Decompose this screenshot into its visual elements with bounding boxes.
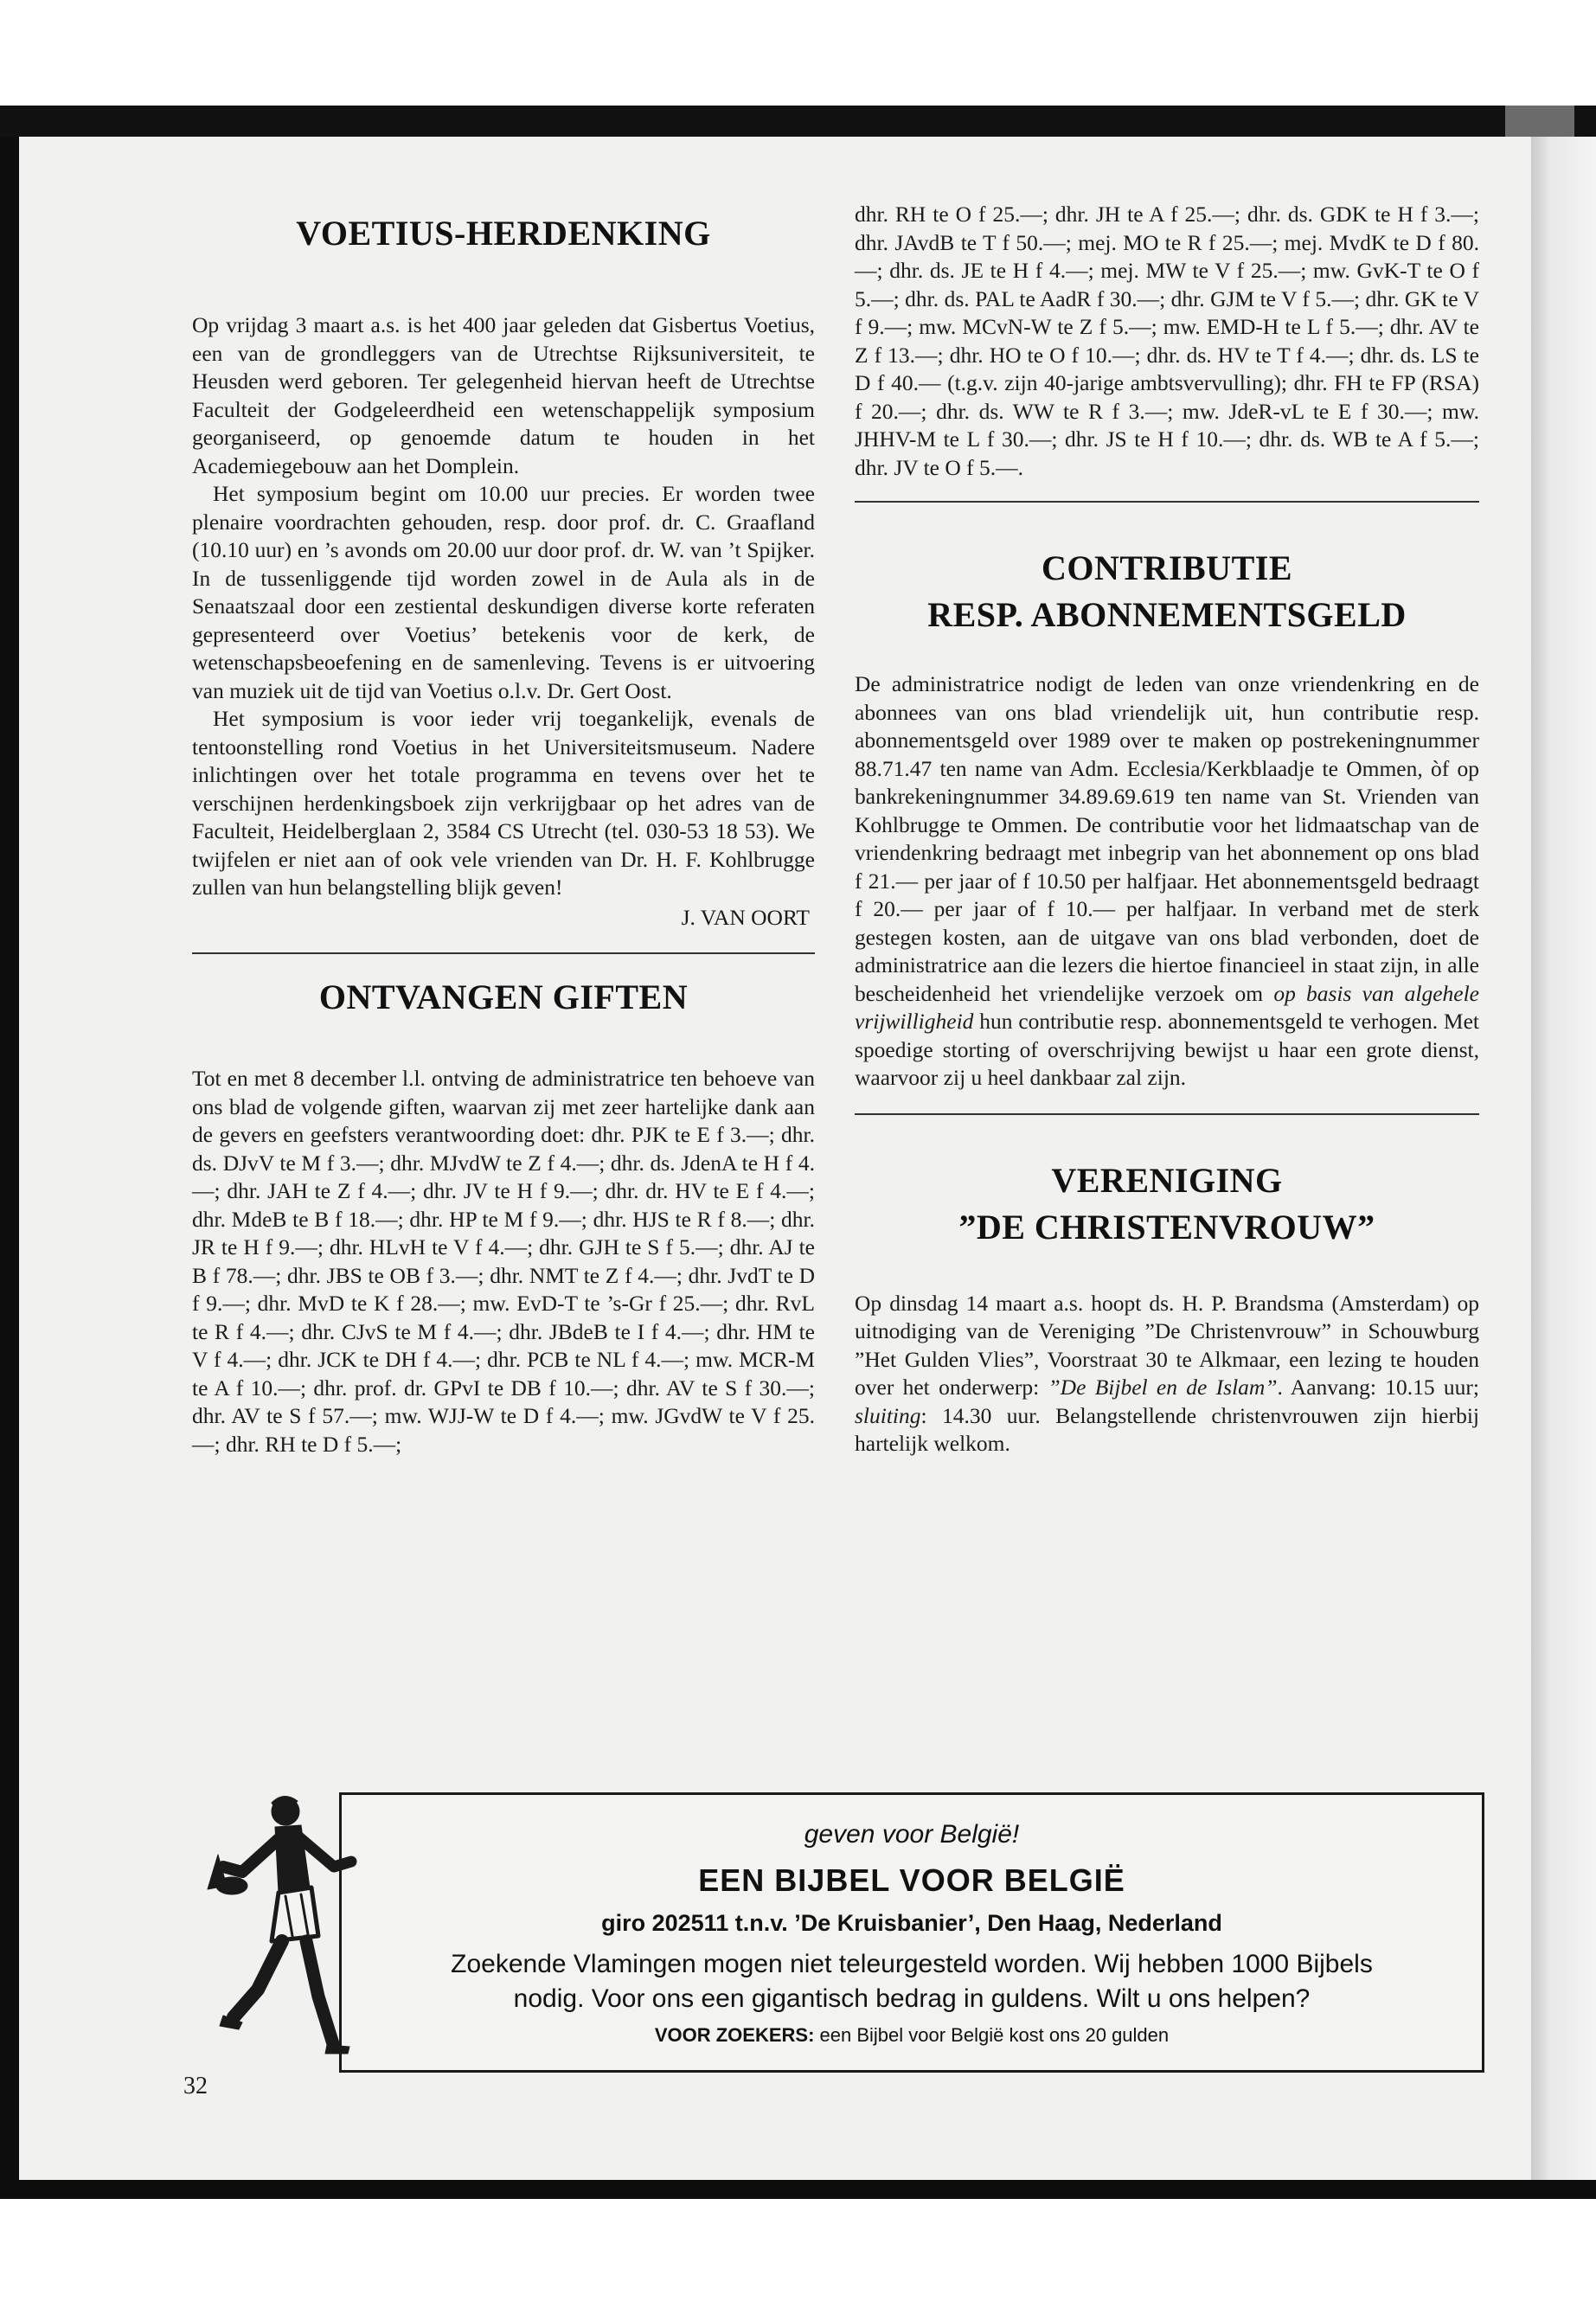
ad-footer bbox=[342, 2023, 1482, 2048]
contributie-emphasis: op basis van algehele vrijwilligheid bbox=[855, 980, 1480, 1034]
ad-footer-text: een Bijbel voor België kost ons 20 gulden bbox=[814, 2024, 1170, 2046]
voetius-paragraph-2: Het symposium begint om 10.00 uur precies. Er worden twee plenaire voordrachten gehouden, resp. door prof. dr. C. Graafland (10.10 uur) en ’s avonds om 20.00 uur door prof. dr. W. van ’t Spijker. In de tussenliggende tijd worden zowel in de Aula als in de Senaatszaal door een zestiental deskundigen diverse korte referaten gepresenteerd over Voetius’ betekenis voor de kerk, de wetenschapsbeoefening en de samenleving. Tevens is er uitvoering van muziek uit de tijd van Voetius o.l.v. Dr. Gert Oost. bbox=[192, 481, 815, 703]
contributie-text-1: De administratrice nodigt de leden van onze vriendenkring en de abonnees van ons blad vriendelijk uit, hun contributie resp. abonnementsgeld over 1989 over te maken op postrekeningnummer 88.71.47 ten name van Adm. Ecclesia/Kerkblaadje te Ommen, òf op bankrekeningnummer 34.89.69.619 ten name van St. Vrienden van Kohlbrugge te Ommen. De contributie voor het lidmaatschap van de vriendenkring bedraagt met inbegrip van het abonnement op ons blad f 21.— per jaar of f 10.50 per halfjaar. Het abonnementsgeld bedraagt f 20.— per jaar of f 10.— per halfjaar. In verband met de sterk gestegen kosten, aan de uitgave van ons blad verbonden, doet de administratrice aan die lezers die hiertoe financieel in staat zijn, in alle bescheidenheid het vriendelijke verzoek om bbox=[855, 671, 1479, 1006]
scan-bottom-edge bbox=[0, 2180, 1596, 2199]
scan-right-edge bbox=[1531, 137, 1596, 2195]
voetius-paragraph-3: Het symposium is voor ieder vrij toegankelijk, evenals de tentoonstelling rond Voetius in het Universiteitsmuseum. Nadere inlichtingen over het totale programma en tevens over het te verschijnen herdenkingsboek zijn verkrijgbaar op het adres van de Faculteit, Heidelberglaan 2, 3584 CS Utrecht (tel. 030-53 18 53). We twijfelen er niet aan of ook vele vrienden van Dr. H. F. Kohlbrugge zullen van hun belangstelling blijk geven! bbox=[192, 706, 815, 900]
scan-top-edge-highlight bbox=[1505, 106, 1574, 137]
scan-top-margin bbox=[0, 0, 1596, 106]
vereniging-heading-line1: VERENIGING bbox=[1051, 1160, 1283, 1200]
vereniging-text-1: Op dinsdag 14 maart a.s. hoopt ds. H. P. Brandsma (Amsterdam) op uitnodiging van de Vereniging ”De Christenvrouw” in Schouwburg ”Het Gulden Vlies”, Voorstraat 30 te Alkmaar, een lezing te houden over het onderwerp: bbox=[855, 1290, 1479, 1400]
voetius-article bbox=[192, 311, 815, 932]
voetius-heading: VOETIUS-HERDENKING bbox=[296, 214, 711, 253]
ad-headline: EEN BIJBEL VOOR BELGIË bbox=[698, 1862, 1125, 1898]
ad-line-1: Zoekende Vlamingen mogen niet teleurgesteld worden. Wij hebben 1000 Bijbels bbox=[451, 1950, 1373, 1978]
scan-top-edge bbox=[0, 106, 1596, 137]
contributie-text-2: hun contributie resp. abonnementsgeld te verhogen. Met spoedige storting of overschrijving bewijst u haar een grote dienst, waarvoor zij u heel dankbaar zal zijn. bbox=[855, 1009, 1479, 1090]
section-divider-right-2 bbox=[855, 1113, 1479, 1115]
ad-tagline: geven voor België! bbox=[804, 1820, 1020, 1849]
giften-heading: ONTVANGEN GIFTEN bbox=[318, 977, 689, 1016]
vereniging-topic: ”De Bijbel en de Islam” bbox=[1048, 1375, 1278, 1400]
voetius-signature: J. VAN OORT bbox=[681, 904, 810, 930]
contributie-heading-line1: CONTRIBUTIE bbox=[1041, 548, 1292, 587]
ad-giro: giro 202511 t.n.v. ’De Kruisbanier’, Den Haag, Nederland bbox=[601, 1910, 1222, 1936]
section-divider-right-1 bbox=[855, 501, 1479, 503]
vereniging-text-3: : 14.30 uur. Belangstellende christenvrouwen zijn hierbij hartelijk welkom. bbox=[855, 1402, 1479, 1456]
vereniging-heading-line2: ”DE CHRISTENVROUW” bbox=[958, 1207, 1375, 1247]
voetius-paragraph-1: Op vrijdag 3 maart a.s. is het 400 jaar geleden dat Gisbertus Voetius, een van de grondleggers van de Utrechtse Rijksuniversiteit, te Heusden werd geboren. Ter gelegenheid hiervan heeft de Utrechtse Faculteit der Godgeleerdheid een wetenschappelijk symposium georganiseerd, op genoemde datum te houden in het Academiegebouw aan het Domplein. bbox=[192, 312, 815, 478]
ad-footer-label: VOOR ZOEKERS: bbox=[654, 2024, 815, 2046]
vereniging-text-2: . Aanvang: 10.15 uur; bbox=[1277, 1375, 1479, 1400]
giften-paragraph: Tot en met 8 december l.l. ontving de administratrice ten behoeve van ons blad de volgende giften, waarvan zij met zeer hartelijke dank aan de gevers en geefsters verantwoording doet: dhr. PJK te E f 3.—; dhr. ds. DJvV te M f 3.—; dhr. MJvdW te Z f 4.—; dhr. ds. JdenA te H f 4.—; dhr. JAH te Z f 4.—; dhr. JV te H f 9.—; dhr. dr. HV te E f 4.—; dhr. MdeB te B f 18.—; dhr. HP te M f 9.—; dhr. HJS te R f 8.—; dhr. JR te H f 9.—; dhr. HLvH te V f 4.—; dhr. GJH te S f 5.—; dhr. AJ te B f 78.—; dhr. JBS te OB f 3.—; dhr. NMT te Z f 4.—; dhr. JvdT te D f 9.—; dhr. MvD te K f 28.—; mw. EvD-T te ’s-Gr f 25.—; dhr. RvL te R f 4.—; dhr. CJvS te M f 4.—; dhr. JBdeB te I f 4.—; dhr. HM te V f 4.—; dhr. JCK te DH f 4.—; dhr. PCB te NL f 4.—; mw. MCR-M te A f 10.—; dhr. prof. dr. GPvI te DB f 10.—; dhr. AV te S f 30.—; dhr. AV te S f 57.—; mw. WJJ-W te D f 4.—; mw. JGvdW te V f 25.—; dhr. RH te D f 5.—; bbox=[192, 1066, 815, 1457]
page-number: 32 bbox=[183, 2073, 208, 2099]
ad-line-2: nodig. Voor ons een gigantisch bedrag in guldens. Wilt u ons helpen? bbox=[513, 1984, 1311, 2013]
section-divider-left bbox=[192, 952, 815, 954]
vereniging-sluiting: sluiting bbox=[855, 1402, 921, 1428]
left-column bbox=[192, 201, 815, 1458]
vereniging-paragraph bbox=[855, 1290, 1479, 1458]
runner-with-torch-illustration bbox=[189, 1784, 362, 2061]
scan-left-edge bbox=[0, 137, 19, 2195]
contributie-paragraph bbox=[855, 670, 1479, 1093]
giften-continued: dhr. RH te O f 25.—; dhr. JH te A f 25.—; dhr. ds. GDK te H f 3.—; dhr. JAvdB te T f 50.—; mej. MO te R f 25.—; mej. MvdK te D f 80.—; dhr. ds. JE te H f 4.—; mej. MW te V f 25.—; mw. GvK-T te O f 5.—; dhr. ds. PAL te AadR f 30.—; dhr. GJM te V f 5.—; dhr. GK te V f 9.—; mw. MCvN-W te Z f 5.—; mw. EMD-H te L f 5.—; dhr. AV te Z f 13.—; dhr. HO te O f 10.—; dhr. ds. HV te T f 4.—; dhr. ds. LS te D f 40.— (t.g.v. zijn 40-jarige ambtsvervulling); dhr. FH te FP (RSA) f 20.—; dhr. ds. WW te R f 3.—; mw. JdeR-vL te E f 30.—; mw. JHHV-M te L f 30.—; dhr. JS te H f 10.—; dhr. ds. WB te A f 5.—; dhr. JV te O f 5.—. bbox=[855, 202, 1479, 480]
contributie-heading-line2: RESP. ABONNEMENTSGELD bbox=[927, 595, 1407, 634]
bible-advertisement bbox=[339, 1792, 1484, 2073]
right-column bbox=[855, 201, 1479, 1458]
